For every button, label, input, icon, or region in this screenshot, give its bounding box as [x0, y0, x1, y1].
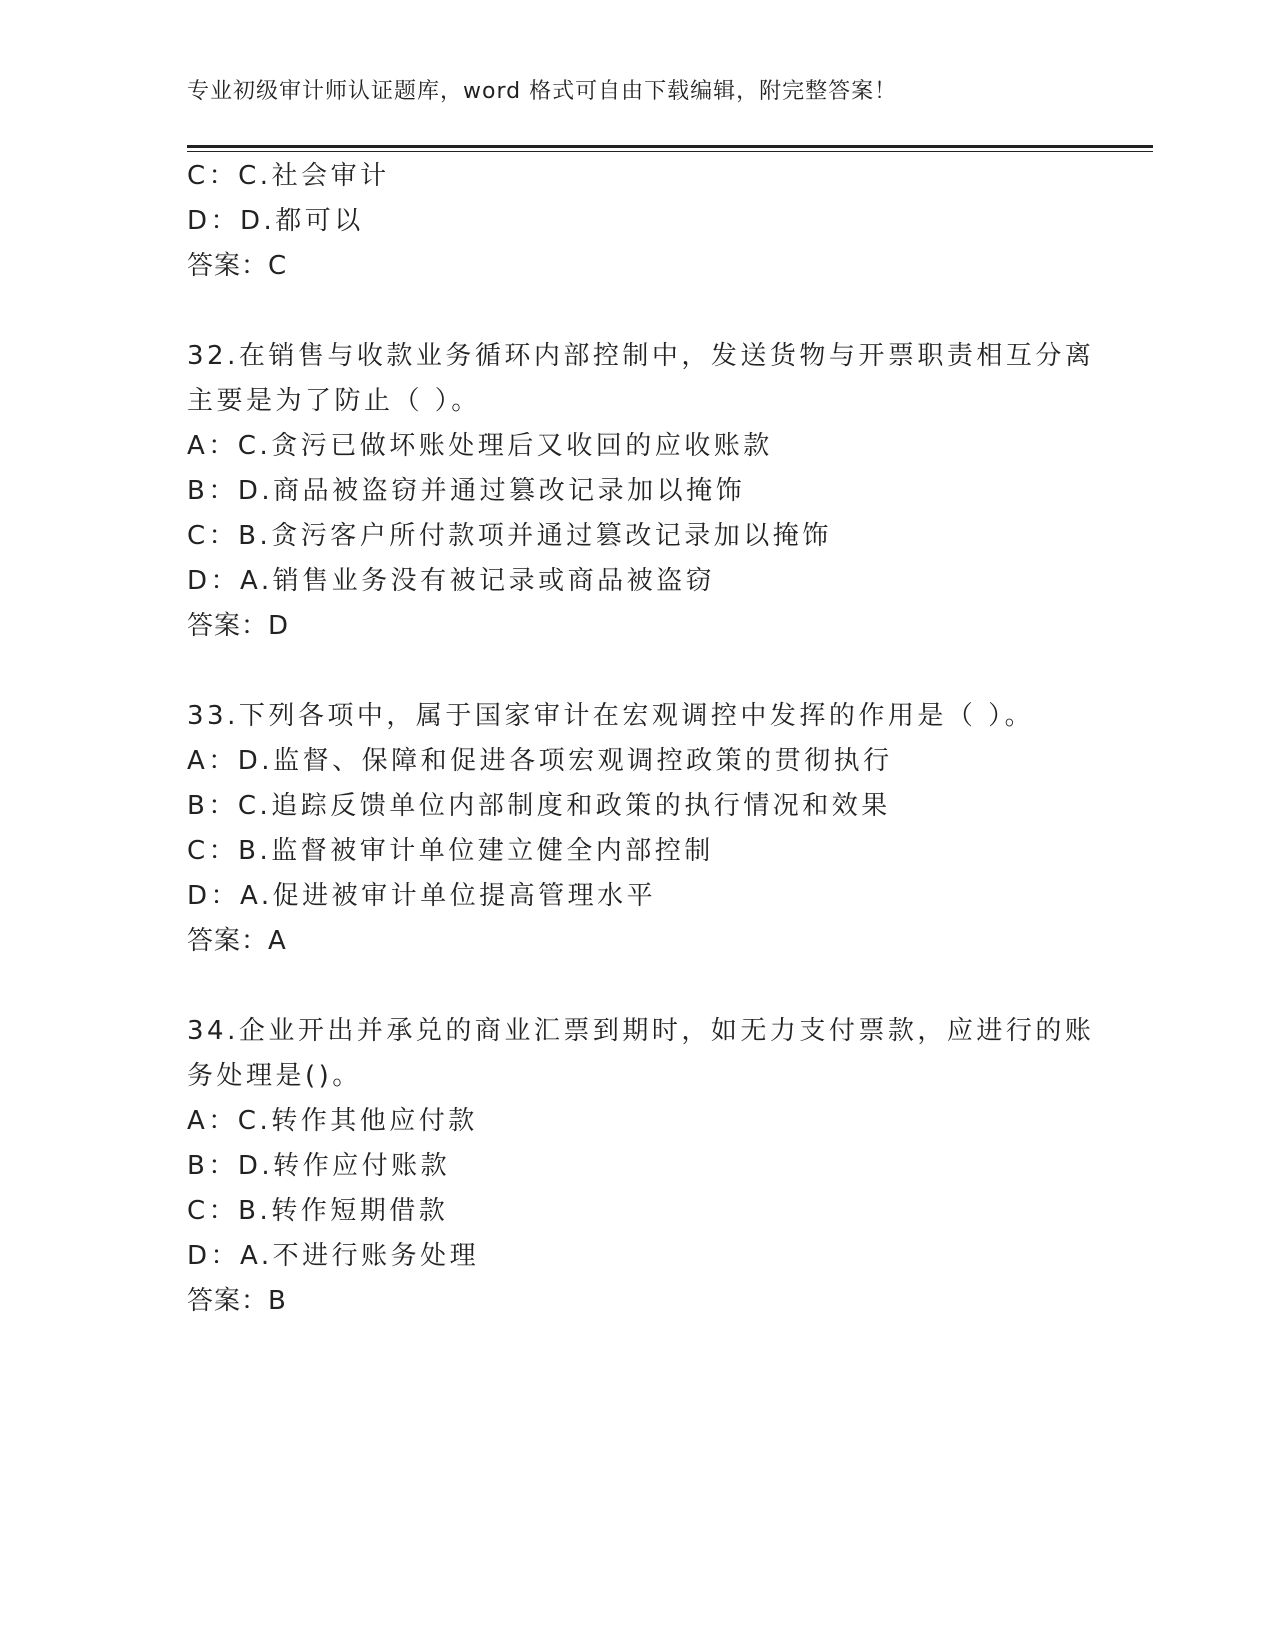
q32-line2: 主要是为了防止（ ）。: [187, 386, 481, 416]
answer-label: 答案：: [187, 251, 269, 281]
answer-value: C: [268, 251, 287, 281]
answer-label: 答案：: [187, 611, 269, 641]
answer-value: A: [268, 926, 286, 956]
answer-label: 答案：: [187, 1286, 269, 1316]
q34-line2: 务处理是()。: [187, 1061, 362, 1091]
q34-opt-c: C：B.转作短期借款: [187, 1196, 449, 1226]
q34-opt-a: A：C.转作其他应付款: [187, 1106, 478, 1136]
header-divider-thin: [187, 151, 1153, 152]
prev-opt-c: C：C.社会审计: [187, 161, 390, 191]
answer-value: B: [268, 1286, 286, 1316]
q32-opt-c: C：B.贪污客户所付款项并通过篡改记录加以掩饰: [187, 521, 832, 551]
prev-opt-d: D：D.都可以: [187, 206, 364, 236]
answer-label: 答案：: [187, 926, 269, 956]
q33-opt-d: D：A.促进被审计单位提高管理水平: [187, 881, 657, 911]
q33-answer: [187, 925, 286, 957]
header-divider-thick: [187, 145, 1153, 148]
q34-opt-b: B：D.转作应付账款: [187, 1151, 451, 1181]
q33-opt-b: B：C.追踪反馈单位内部制度和政策的执行情况和效果: [187, 791, 891, 821]
q33-opt-a: A：D.监督、保障和促进各项宏观调控政策的贯彻执行: [187, 746, 893, 776]
q32-opt-a: A：C.贪污已做坏账处理后又收回的应收账款: [187, 431, 773, 461]
q34-answer: [187, 1285, 286, 1317]
prev-answer: [187, 250, 286, 282]
q34-opt-d: D：A.不进行账务处理: [187, 1241, 480, 1271]
q32-opt-b: B：D.商品被盗窃并通过篡改记录加以掩饰: [187, 476, 746, 506]
q32-opt-d: D：A.销售业务没有被记录或商品被盗窃: [187, 566, 716, 596]
q34-line1: 34.企业开出并承兑的商业汇票到期时，如无力支付票款，应进行的账: [187, 1016, 1095, 1046]
q33-opt-c: C：B.监督被审计单位建立健全内部控制: [187, 836, 714, 866]
q32-line1: 32.在销售与收款业务循环内部控制中，发送货物与开票职责相互分离: [187, 341, 1095, 371]
page-header: 专业初级审计师认证题库，word 格式可自由下载编辑，附完整答案！: [187, 79, 898, 104]
answer-value: D: [268, 611, 289, 641]
q32-answer: [187, 610, 288, 642]
q33-line1: 33.下列各项中，属于国家审计在宏观调控中发挥的作用是（ ）。: [187, 701, 1035, 731]
